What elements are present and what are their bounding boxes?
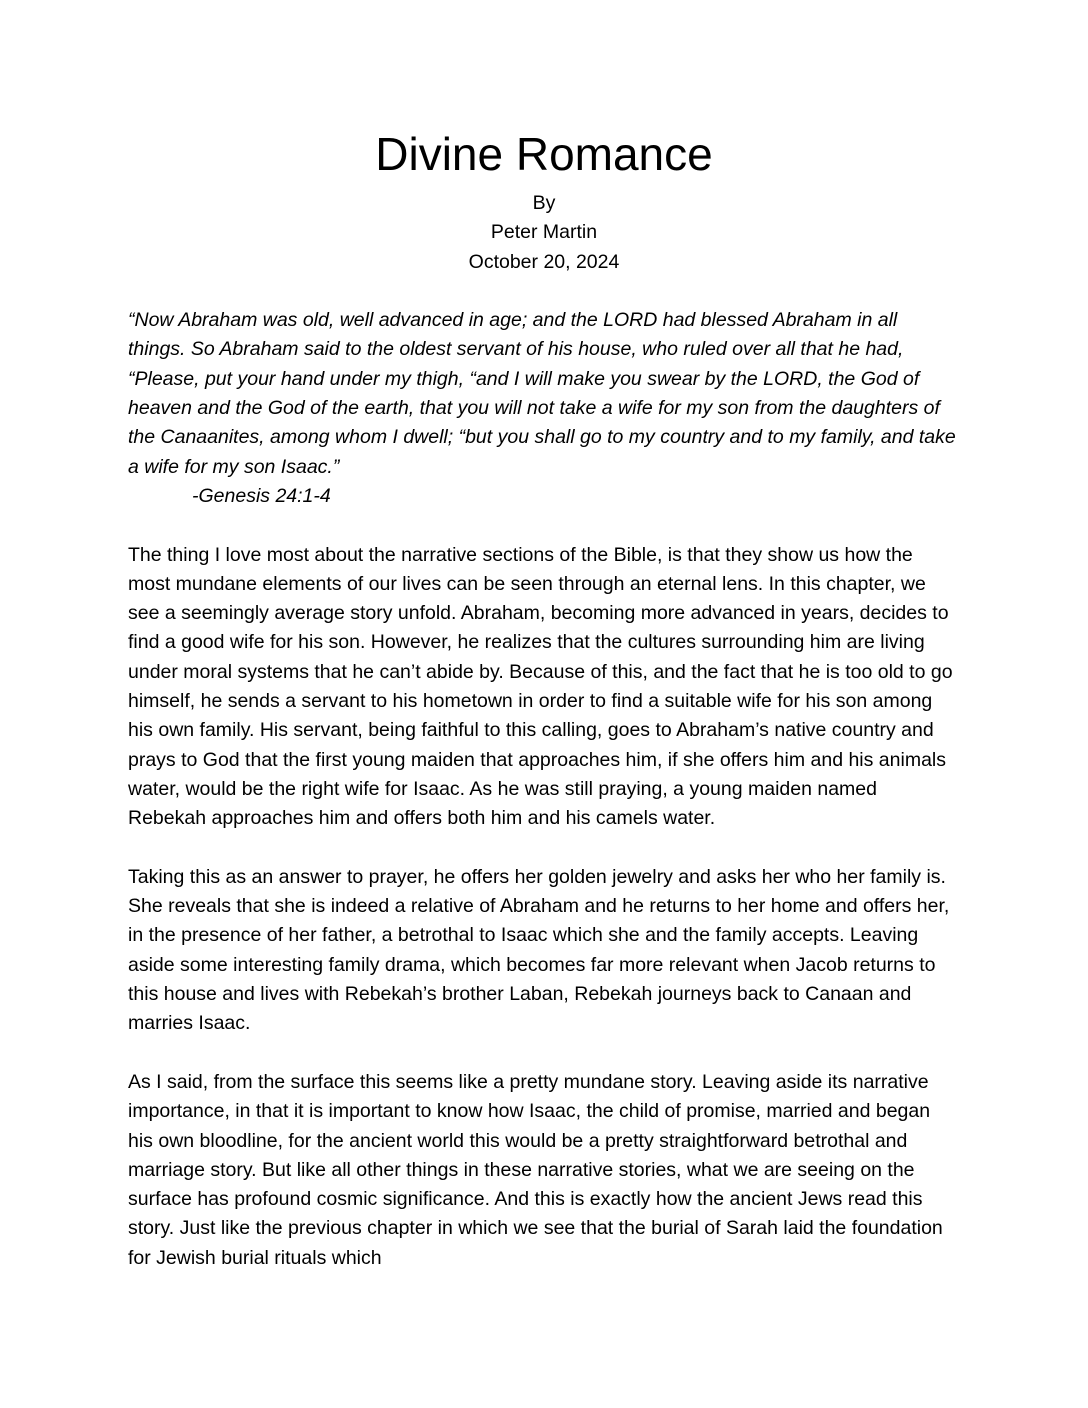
- byline: By: [532, 192, 556, 214]
- subtitle-block: [128, 189, 960, 277]
- scripture-quote-attribution: -Genesis 24:1-4: [192, 484, 331, 507]
- scripture-quote-text: “Now Abraham was old, well advanced in age; and the LORD had blessed Abraham in all things. So Abraham said to the oldest servant of his house, who ruled over all that he had, “Please, put your hand under my thigh, “and I will make you swear by the LORD, the God of heaven and the God of the earth, that you will not take a wife for my son from the daughters of the Canaanites, among whom I dwell; “but you shall go to my country and to my family, and take a wife for my son Isaac.”: [128, 309, 956, 478]
- document-title: Divine Romance: [375, 128, 713, 180]
- scripture-epigraph: [128, 306, 960, 511]
- body-paragraph: The thing I love most about the narrative sections of the Bible, is that they show us how the most mundane elements of our lives can be seen through an eternal lens. In this chapter, we see a seemingly average story unfold. Abraham, becoming more advanced in years, decides to find a good wife for his son. However, he realizes that the cultures surrounding him are living under moral systems that he can’t abide by. Because of this, and the fact that he is too old to go himself, he sends a servant to his hometown in order to find a suitable wife for his son among his own family. His servant, being faithful to this calling, goes to Abraham’s native country and prays to God that the first young maiden that approaches him, if she offers him and his animals water, would be the right wife for Isaac. As he was still praying, a young maiden named Rebekah approaches him and offers both him and his camels water.: [128, 543, 953, 830]
- body-paragraph: Taking this as an answer to prayer, he offers her golden jewelry and asks her who her family is. She reveals that she is indeed a relative of Abraham and he returns to her home and offers her, in the presence of her father, a betrothal to Isaac which she and the family accepts. Leaving aside some interesting family drama, which becomes far more relevant when Jacob returns to this house and lives with Rebekah’s brother Laban, Rebekah journeys back to Canaan and marries Isaac.: [128, 865, 950, 1035]
- author-name: Peter Martin: [490, 221, 598, 244]
- body-paragraph: As I said, from the surface this seems like a pretty mundane story. Leaving aside its narrative importance, in that it is important to know how Isaac, the child of promise, married and began his own bloodline, for the ancient world this would be a pretty straightforward betrothal and marriage story. But like all other things in these narrative stories, what we are seeing on the surface has profound cosmic significance. And this is exactly how the ancient Jews read this story. Just like the previous chapter in which we see that the burial of Sarah laid the foundation for Jewish burial rituals which: [128, 1070, 943, 1269]
- document-date: October 20, 2024: [468, 250, 620, 273]
